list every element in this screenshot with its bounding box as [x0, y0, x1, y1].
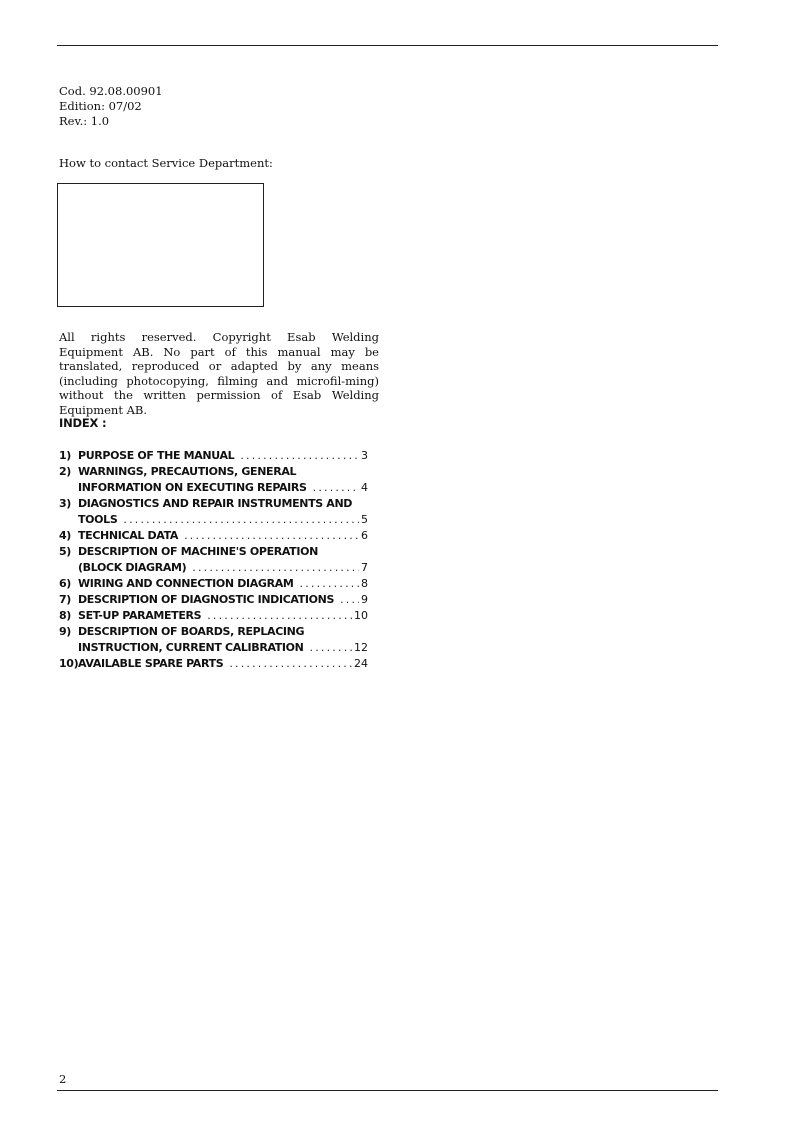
document-edition: Edition: 07/02	[59, 99, 142, 113]
toc-item	[59, 448, 379, 464]
contact-label: How to contact Service Department:	[59, 156, 273, 170]
toc-page-number: 6	[361, 529, 368, 542]
toc-leader-dots	[340, 592, 359, 608]
toc-item	[59, 656, 379, 672]
toc-leader-dots	[310, 640, 352, 656]
toc-title: DESCRIPTION OF MACHINE'S OPERATION	[78, 545, 318, 558]
toc-number: 2)	[59, 465, 71, 478]
toc-title: DESCRIPTION OF BOARDS, REPLACING	[78, 625, 305, 638]
toc-number: 7)	[59, 593, 71, 606]
index-heading: INDEX :	[59, 416, 107, 430]
toc-title: TOOLS	[78, 513, 118, 526]
document-meta	[59, 84, 163, 129]
toc-leader-dots	[313, 480, 359, 496]
toc-page-number: 12	[354, 641, 368, 654]
toc-item	[59, 496, 379, 528]
toc-leader-dots	[229, 656, 352, 672]
toc-page-number: 9	[361, 593, 368, 606]
toc-title: TECHNICAL DATA	[78, 529, 179, 542]
toc-number: 8)	[59, 609, 71, 622]
document-code: Cod. 92.08.00901	[59, 84, 163, 98]
bottom-rule	[57, 1090, 718, 1091]
toc-number: 5)	[59, 545, 71, 558]
toc-page-number: 10	[354, 609, 368, 622]
toc-title: SET-UP PARAMETERS	[78, 609, 202, 622]
document-revision: Rev.: 1.0	[59, 114, 110, 128]
toc-title: INSTRUCTION, CURRENT CALIBRATION	[78, 641, 304, 654]
toc-item	[59, 576, 379, 592]
toc-number: 10)	[59, 657, 79, 670]
toc-page-number: 5	[361, 513, 368, 526]
toc-item	[59, 464, 379, 496]
toc-item	[59, 608, 379, 624]
toc-item	[59, 624, 379, 656]
toc-title: PURPOSE OF THE MANUAL	[78, 449, 235, 462]
toc-title: (BLOCK DIAGRAM)	[78, 561, 187, 574]
page-number: 2	[59, 1072, 67, 1086]
toc-leader-dots	[207, 608, 352, 624]
toc-page-number: 7	[361, 561, 368, 574]
toc-number: 4)	[59, 529, 71, 542]
toc-title: WARNINGS, PRECAUTIONS, GENERAL	[78, 465, 297, 478]
toc-page-number: 3	[361, 449, 368, 462]
toc-title: INFORMATION ON EXECUTING REPAIRS	[78, 481, 307, 494]
toc-title: DESCRIPTION OF DIAGNOSTIC INDICATIONS	[78, 593, 335, 606]
toc-leader-dots	[240, 448, 359, 464]
top-rule	[57, 45, 718, 46]
contact-box	[57, 183, 264, 307]
toc-item	[59, 592, 379, 608]
toc-title: WIRING AND CONNECTION DIAGRAM	[78, 577, 294, 590]
toc-leader-dots	[300, 576, 360, 592]
toc-number: 1)	[59, 449, 71, 462]
toc-title: AVAILABLE SPARE PARTS	[78, 657, 224, 670]
toc-leader-dots	[123, 512, 359, 528]
toc-title: DIAGNOSTICS AND REPAIR INSTRUMENTS AND	[78, 497, 353, 510]
toc-leader-dots	[192, 560, 359, 576]
toc-page-number: 8	[361, 577, 368, 590]
table-of-contents	[59, 448, 379, 672]
toc-item	[59, 544, 379, 576]
toc-page-number: 4	[361, 481, 368, 494]
toc-leader-dots	[184, 528, 359, 544]
toc-number: 9)	[59, 625, 71, 638]
toc-number: 3)	[59, 497, 71, 510]
toc-page-number: 24	[354, 657, 368, 670]
copyright-notice: All rights reserved. Copyright Esab Welding Equipment AB. No part of this manual may be translated, reproduced or adapted by any means (including photocopying, filming and microfil-ming) without the written permission of Esab Welding Equipment AB.	[59, 330, 379, 417]
toc-number: 6)	[59, 577, 71, 590]
toc-item	[59, 528, 379, 544]
